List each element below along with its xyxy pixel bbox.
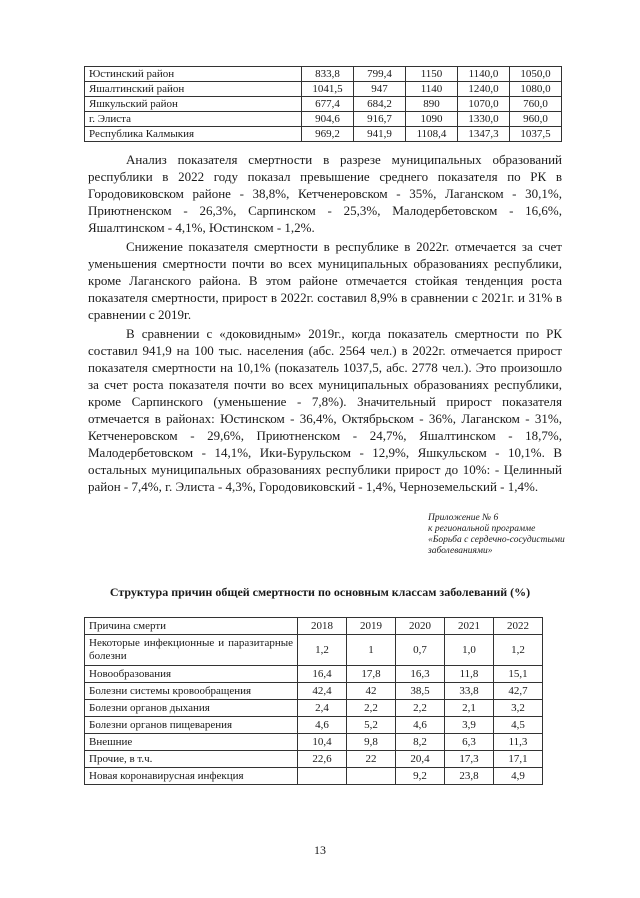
value-cell: 1070,0 (458, 97, 510, 112)
value-cell: 960,0 (510, 112, 562, 127)
district-mortality-table (84, 66, 562, 142)
value-cell: 15,1 (494, 666, 543, 683)
value-cell: 11,8 (445, 666, 494, 683)
value-cell: 833,8 (302, 67, 354, 82)
value-cell: 5,2 (347, 717, 396, 734)
value-cell: 1090 (406, 112, 458, 127)
year-header-cell: 2019 (347, 618, 396, 635)
value-cell: 4,6 (298, 717, 347, 734)
causes-of-death-table (84, 617, 543, 785)
value-cell: 1330,0 (458, 112, 510, 127)
header-cell: Причина смерти (85, 618, 298, 635)
cause-cell: Некоторые инфекционные и паразитарные болезни (85, 635, 298, 666)
value-cell: 1240,0 (458, 82, 510, 97)
value-cell: 916,7 (354, 112, 406, 127)
value-cell: 1050,0 (510, 67, 562, 82)
table-row (85, 700, 543, 717)
value-cell: 16,4 (298, 666, 347, 683)
value-cell: 17,8 (347, 666, 396, 683)
table-row (85, 683, 543, 700)
cause-cell: Новообразования (85, 666, 298, 683)
value-cell: 38,5 (396, 683, 445, 700)
table-row (85, 97, 562, 112)
value-cell: 1140 (406, 82, 458, 97)
value-cell: 17,3 (445, 751, 494, 768)
paragraph-comparison: В сравнении с «доковидным» 2019г., когда показатель смертности по РК составил 941,9 на 100 тыс. населения (абс. 2564 чел.) в 2022г. отмечается прирост показателя смертности на 10,1% (показатель 1037,5, абс. 2778 чел.). Это произошло за счет роста показателя почти во всех муниципальных образованиях республики, кроме Сарпинского (уменьшение - 7,8%). Значительный прирост показателя отмечается в районах: Юстинском - 36,4%, Октябрьском - 36%, Лаганском - 31%, Кетченеровском - 29,6%, Приютненском - 24,7%, Яшалтинском - 18,7%, Малодербетовском - 14,1%, Ики-Бурульском - 12,9%, Яшкульском - 10,1%. В остальных муниципальных образованиях республики прирост до 10%: - Целинный район - 7,4%, г. Элиста - 4,3%, Городовиковский - 1,4%, Черноземельский - 1,4%. (88, 326, 562, 494)
value-cell: 0,7 (396, 635, 445, 666)
page-number: 13 (314, 843, 326, 857)
value-cell: 22,6 (298, 751, 347, 768)
value-cell: 42,7 (494, 683, 543, 700)
value-cell: 799,4 (354, 67, 406, 82)
table-row (85, 734, 543, 751)
value-cell: 684,2 (354, 97, 406, 112)
value-cell: 1037,5 (510, 127, 562, 142)
value-cell: 2,2 (396, 700, 445, 717)
table-row (85, 717, 543, 734)
table-row (85, 666, 543, 683)
value-cell: 3,9 (445, 717, 494, 734)
value-cell: 904,6 (302, 112, 354, 127)
paragraph-analysis: Анализ показателя смертности в разрезе муниципальных образований республики в 2022 году показал превышение среднего показателя по РК в Городовиковском районе - 38,8%, Кетченеровском - 35%, Лаганском - 30,1%, Приютненском - 26,3%, Сарпинском - 25,3%, Малодербетовском - 16,6%, Яшалтинском - 4,1%, Юстинском - 1,2%. (88, 152, 562, 235)
value-cell: 1041,5 (302, 82, 354, 97)
value-cell: 4,9 (494, 768, 543, 785)
value-cell: 1 (347, 635, 396, 666)
appendix-line: «Борьба с сердечно-сосудистыми (428, 535, 565, 545)
value-cell: 2,1 (445, 700, 494, 717)
value-cell: 10,4 (298, 734, 347, 751)
value-cell: 20,4 (396, 751, 445, 768)
value-cell (347, 768, 396, 785)
paragraph-decrease: Снижение показателя смертности в республике в 2022г. отмечается за счет уменьшения смертности почти во всех муниципальных образованиях республики, кроме Лаганского района. В этом районе отмечается стойкая тенденция роста показателя смертности, прирост в 2022г. составил 8,9% в сравнении с 2021г. и 31% в сравнении с 2019г. (88, 239, 562, 322)
value-cell: 760,0 (510, 97, 562, 112)
value-cell: 33,8 (445, 683, 494, 700)
value-cell: 947 (354, 82, 406, 97)
table-row (85, 112, 562, 127)
district-name-cell: Юстинский район (85, 67, 302, 82)
value-cell: 3,2 (494, 700, 543, 717)
value-cell: 1,2 (494, 635, 543, 666)
table-row (85, 768, 543, 785)
appendix-line: заболеваниями» (428, 546, 493, 556)
value-cell: 969,2 (302, 127, 354, 142)
value-cell: 17,1 (494, 751, 543, 768)
value-cell: 9,8 (347, 734, 396, 751)
value-cell: 4,5 (494, 717, 543, 734)
year-header-cell: 2022 (494, 618, 543, 635)
cause-cell: Прочие, в т.ч. (85, 751, 298, 768)
value-cell: 2,2 (347, 700, 396, 717)
appendix-line: Приложение № 6 (428, 513, 499, 523)
value-cell: 890 (406, 97, 458, 112)
value-cell: 6,3 (445, 734, 494, 751)
value-cell: 1140,0 (458, 67, 510, 82)
table-row (85, 635, 543, 666)
table-row (85, 751, 543, 768)
district-name-cell: Яшкульский район (85, 97, 302, 112)
cause-cell: Новая коронавирусная инфекция (85, 768, 298, 785)
table-row (85, 82, 562, 97)
cause-cell: Болезни системы кровообращения (85, 683, 298, 700)
value-cell: 1347,3 (458, 127, 510, 142)
value-cell: 1080,0 (510, 82, 562, 97)
value-cell: 42 (347, 683, 396, 700)
district-name-cell: Яшалтинский район (85, 82, 302, 97)
value-cell: 16,3 (396, 666, 445, 683)
cause-cell: Внешние (85, 734, 298, 751)
appendix-note (428, 513, 578, 557)
value-cell: 42,4 (298, 683, 347, 700)
appendix-line: к региональной программе (428, 524, 536, 534)
value-cell: 941,9 (354, 127, 406, 142)
value-cell: 8,2 (396, 734, 445, 751)
year-header-cell: 2018 (298, 618, 347, 635)
table-header-row (85, 618, 543, 635)
value-cell: 22 (347, 751, 396, 768)
district-name-cell: г. Элиста (85, 112, 302, 127)
cause-cell: Болезни органов пищеварения (85, 717, 298, 734)
value-cell: 1150 (406, 67, 458, 82)
table-title: Структура причин общей смертности по основным классам заболеваний (%) (109, 585, 531, 599)
table-row (85, 67, 562, 82)
year-header-cell: 2021 (445, 618, 494, 635)
value-cell: 1108,4 (406, 127, 458, 142)
value-cell: 11,3 (494, 734, 543, 751)
value-cell: 2,4 (298, 700, 347, 717)
value-cell: 4,6 (396, 717, 445, 734)
district-name-cell: Республика Калмыкия (85, 127, 302, 142)
cause-cell: Болезни органов дыхания (85, 700, 298, 717)
value-cell (298, 768, 347, 785)
year-header-cell: 2020 (396, 618, 445, 635)
value-cell: 9,2 (396, 768, 445, 785)
value-cell: 677,4 (302, 97, 354, 112)
value-cell: 1,2 (298, 635, 347, 666)
table-row (85, 127, 562, 142)
value-cell: 1,0 (445, 635, 494, 666)
value-cell: 23,8 (445, 768, 494, 785)
